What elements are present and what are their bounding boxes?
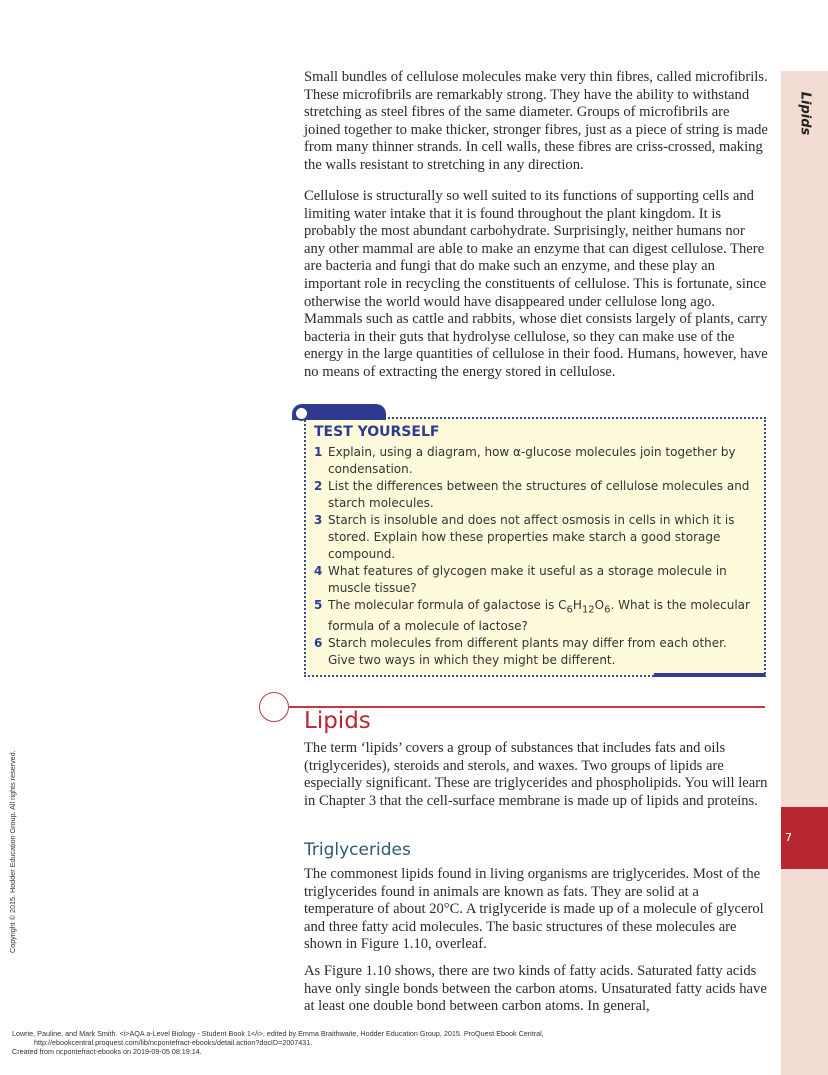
question-number: 1 [314,445,323,459]
question-number: 5 [314,598,323,612]
question-item [314,635,754,669]
citation-line-3: Created from ncpontefract-ebooks on 2019-09-05 08:19:14. [12,1047,202,1056]
triglycerides-paragraph-2: As Figure 1.10 shows, there are two kinds of fatty acids. Saturated fatty acids have only single bonds between the carbon atoms. Unsaturated fatty acids have at least one double bond between carbon atoms. In general, [304,963,767,1015]
test-yourself-questions [314,444,754,669]
page-number: 7 [785,831,792,844]
question-text: List the differences between the structures of cellulose molecules and starch molecules. [328,479,750,510]
lipids-paragraph: The term ‘lipids’ covers a group of substances that includes fats and oils (triglycerides), steroids and sterols, and waxes. Two groups of lipids are especially significant. These are triglycerides and phospholipids. You will learn in Chapter 3 that the cell-surface membrane is made up of lipids and proteins. [304,740,768,809]
question-text-part: O [594,598,605,612]
copyright-notice: Copyright © 2015. Hodder Education Group. All rights reserved. [8,750,17,953]
subheading-triglycerides: Triglycerides [304,840,411,860]
triglycerides-paragraph-1: The commonest lipids found in living organisms are triglycerides. Most of the triglycerides found in animals are known as fats. They are solid at a temperature of about 20°C. A triglyceride is made up of a molecule of glycerol and three fatty acid molecules. The basic structures of these molecules are shown in Figure 1.10, overleaf. [304,866,764,953]
section-circle-icon [259,692,289,722]
question-number: 6 [314,636,323,651]
citation-line-1: Lowrie, Pauline, and Mark Smith. <i>AQA a-Level Biology - Student Book 1</i>, edited by Emma Braithwaite, Hodder Education Group, 2015. ProQuest Ebook Central, [12,1029,544,1038]
cellulose-paragraph-2: Cellulose is structurally so well suited to its functions of supporting cells and limiting water intake that it is found throughout the plant kingdom. It is probably the most abundant carbohydrate. Surprisingly, neither humans nor any other mammal are able to make an enzyme that can digest cellulose. There are bacteria and fungi that do make such an enzyme, and these play an important role in recycling the constituents of cellulose. This is fortunate, since otherwise the world would have disappeared under cellulose long ago. Mammals such as cattle and rabbits, whose diet consists largely of plants, carry bacteria in their guts that hydrolyse cellulose, so they can make use of the energy in the large quantities of cellulose in their food. Humans, however, have no means of extracting the energy stored in cellulose. [304,188,768,380]
question-item [314,563,754,597]
question-text: Starch is insoluble and does not affect osmosis in cells in which it is stored. Explain how these properties make starch a good storage compound. [328,513,735,561]
test-yourself-bottom-bar [654,673,765,677]
question-number: 2 [314,479,323,493]
question-text: Starch molecules from different plants may differ from each other. Give two ways in which they might be different. [328,636,727,668]
question-number: 4 [314,564,323,578]
cellulose-paragraph-1: Small bundles of cellulose molecules make very thin fibres, called microfibrils. These microfibrils are remarkably strong. They have the ability to withstand stretching as steel fibres of the same diameter. Groups of microfibrils are joined together to make thicker, stronger fibres, just as a piece of string is made from many thinner strands. In cell walls, these fibres are criss-crossed, making the walls resistant to stretching in any direction. [304,69,768,173]
section-heading-lipids: Lipids [304,708,371,734]
formula-subscript: 6 [566,604,573,616]
question-text-part: H [572,598,582,612]
question-item [314,597,754,635]
page-number-tab [781,807,828,869]
question-number: 3 [314,513,323,527]
test-yourself-title: TEST YOURSELF [314,424,440,440]
question-text: What features of glycogen make it useful as a storage molecule in muscle tissue? [328,564,727,595]
chapter-side-title-text: Lipids [796,91,812,135]
formula-subscript: 6 [604,604,611,616]
test-yourself-ring-icon [294,406,309,421]
question-text-part: . What is the molecular formula of a molecule of lactose? [328,598,750,634]
question-text [328,597,754,635]
citation-line-2: http://ebookcentral.proquest.com/lib/ncpontefract-ebooks/detail.action?docID=2007431. [34,1038,313,1047]
chapter-side-title [781,88,828,138]
formula-subscript: 12 [581,604,595,616]
question-item [314,444,754,478]
chapter-sidebar [781,71,828,1075]
question-text-part: The molecular formula of galactose is C [328,598,567,612]
question-item [314,512,754,563]
question-text: Explain, using a diagram, how α-glucose molecules join together by condensation. [328,445,736,476]
question-item [314,478,754,512]
